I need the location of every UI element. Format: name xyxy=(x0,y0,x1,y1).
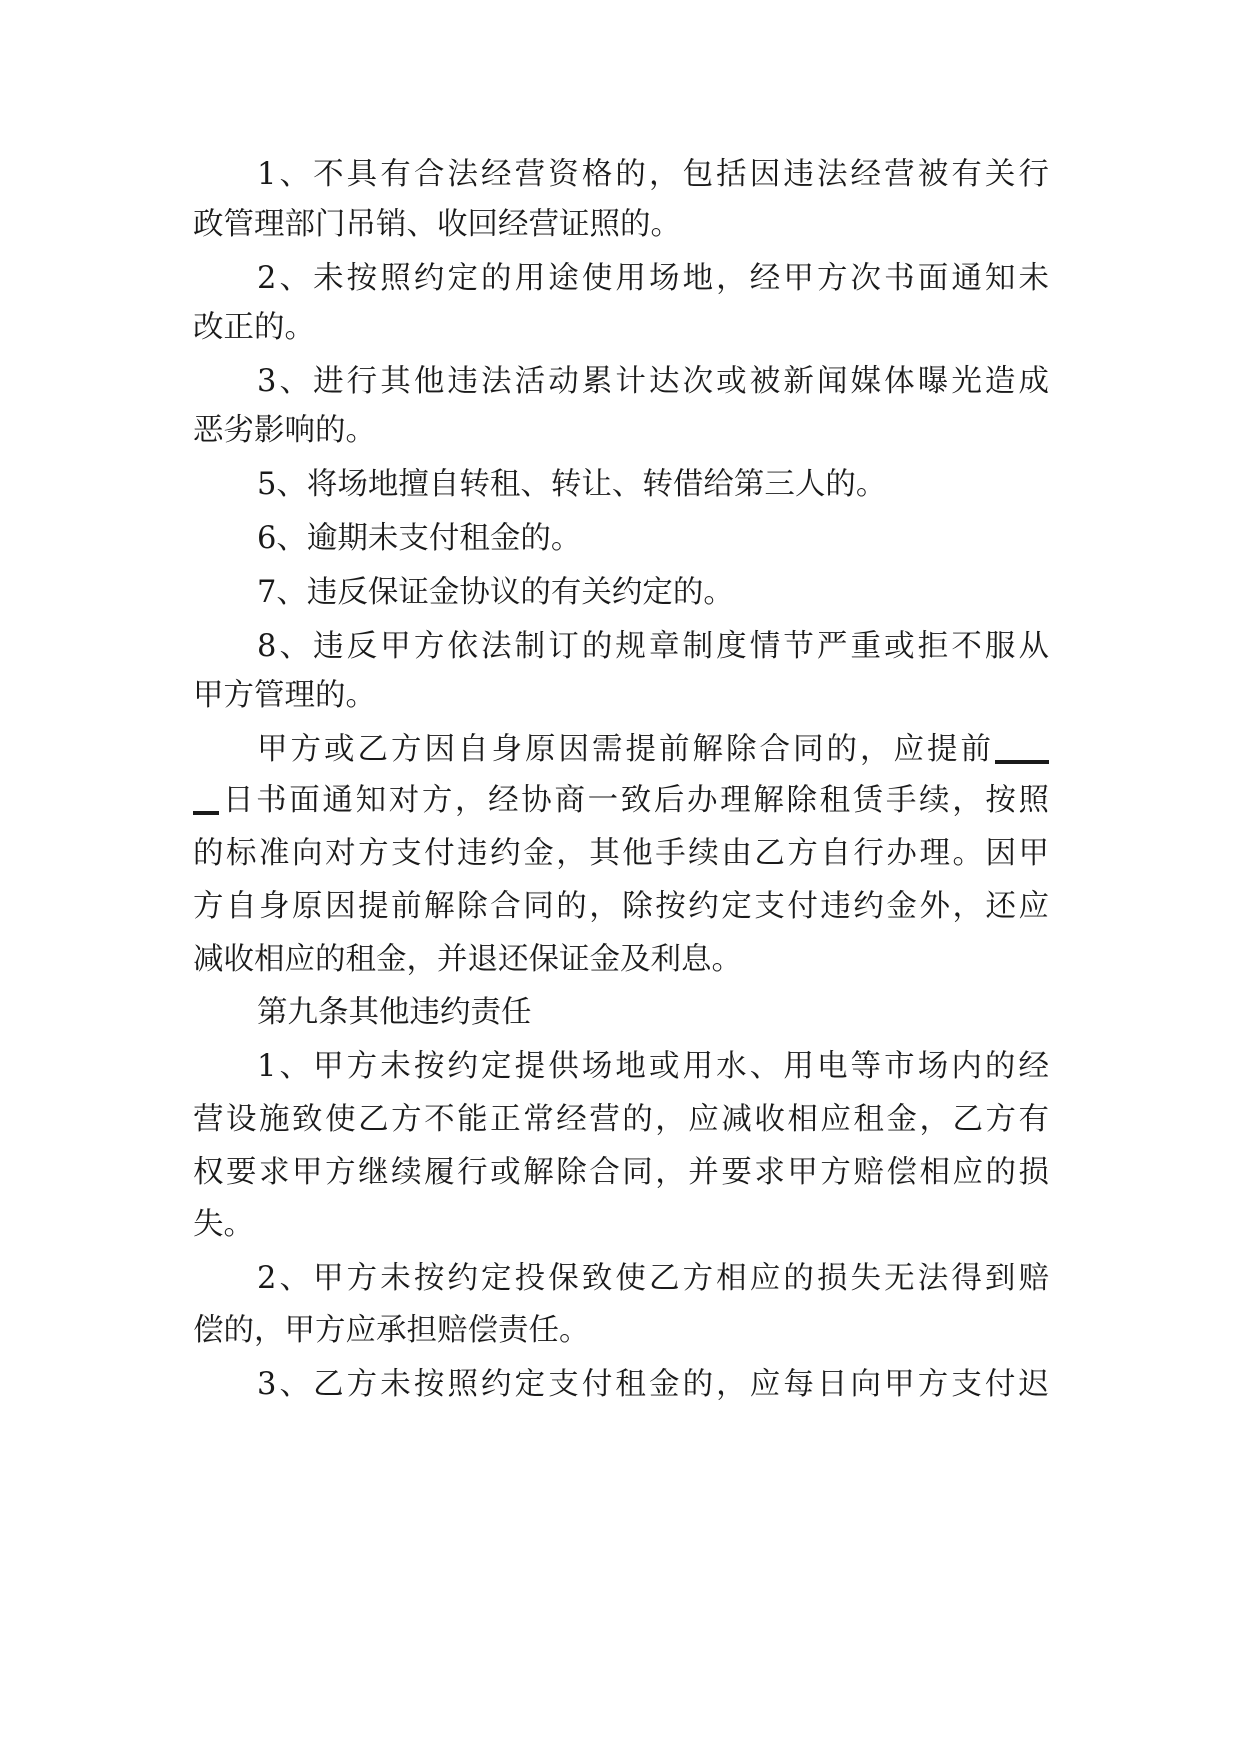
paragraph-line: 甲方管理的。 xyxy=(193,678,376,713)
paragraph-line: 2、未按照约定的用途使用场地，经甲方次书面通知未 xyxy=(257,261,1049,296)
paragraph-line: 8、违反甲方依法制订的规章制度情节严重或拒不服从 xyxy=(257,629,1049,664)
paragraph-line: 政管理部门吊销、收回经营证照的。 xyxy=(193,207,681,242)
paragraph-line: 1、甲方未按约定提供场地或用水、用电等市场内的经 xyxy=(257,1049,1049,1084)
paragraph-line: 营设施致使乙方不能正常经营的，应减收相应租金，乙方有 xyxy=(193,1102,1049,1137)
paragraph-line: 偿的，甲方应承担赔偿责任。 xyxy=(193,1313,590,1348)
paragraph-line: 权要求甲方继续履行或解除合同，并要求甲方赔偿相应的损 xyxy=(193,1155,1049,1190)
paragraph-line xyxy=(257,730,1049,770)
fill-in-blank[interactable] xyxy=(193,781,223,821)
section-heading: 第九条其他违约责任 xyxy=(257,995,532,1030)
paragraph-line: 7、违反保证金协议的有关约定的。 xyxy=(257,575,734,610)
paragraph-text: 甲方或乙方因自身原因需提前解除合同的，应提前 xyxy=(257,732,991,767)
paragraph-line: 3、乙方未按照约定支付租金的，应每日向甲方支付迟 xyxy=(257,1367,1049,1402)
paragraph-line: 方自身原因提前解除合同的，除按约定支付违约金外，还应 xyxy=(193,889,1049,924)
paragraph-line: 1、不具有合法经营资格的，包括因违法经营被有关行 xyxy=(257,157,1049,192)
paragraph-line: 恶劣影响的。 xyxy=(193,413,376,448)
paragraph-line xyxy=(193,781,1049,821)
fill-in-blank[interactable] xyxy=(991,730,1049,770)
paragraph-text: 日书面通知对方，经协商一致后办理解除租赁手续，按照 xyxy=(223,783,1049,818)
paragraph-line: 6、逾期未支付租金的。 xyxy=(257,521,582,556)
paragraph-line: 的标准向对方支付违约金，其他手续由乙方自行办理。因甲 xyxy=(193,836,1049,871)
paragraph-line: 减收相应的租金，并退还保证金及利息。 xyxy=(193,942,742,977)
paragraph-line: 失。 xyxy=(193,1207,254,1242)
paragraph-line: 5、将场地擅自转租、转让、转借给第三人的。 xyxy=(257,467,887,502)
paragraph-line: 改正的。 xyxy=(193,310,315,345)
paragraph-line: 3、进行其他违法活动累计达次或被新闻媒体曝光造成 xyxy=(257,364,1049,399)
paragraph-line: 2、甲方未按约定投保致使乙方相应的损失无法得到赔 xyxy=(257,1261,1049,1296)
